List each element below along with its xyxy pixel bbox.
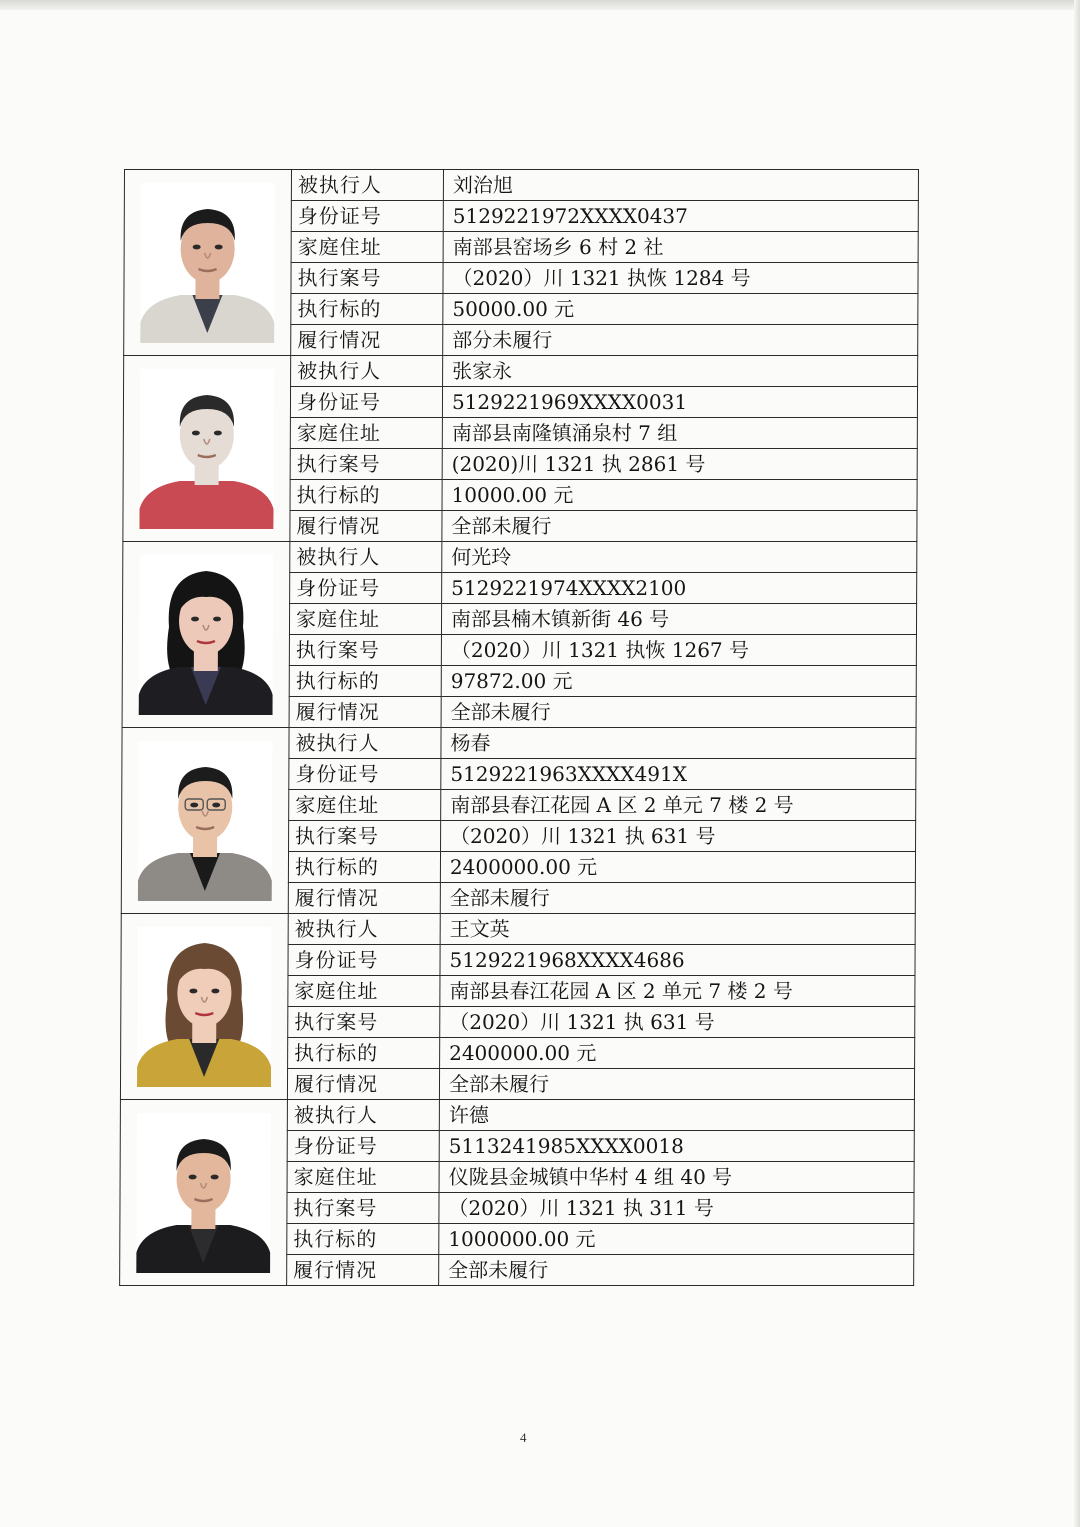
- table-row: [120, 1100, 914, 1131]
- label-address: 家庭住址: [288, 976, 440, 1007]
- label-id-number: 身份证号: [290, 573, 442, 604]
- label-id-number: 身份证号: [289, 759, 441, 790]
- photo-cell: [122, 542, 290, 728]
- value-name: 许德: [439, 1100, 914, 1131]
- label-subject-amount: 执行标的: [288, 852, 440, 883]
- table-row: [123, 542, 917, 573]
- label-id-number: 身份证号: [291, 201, 443, 232]
- value-name: 何光玲: [442, 542, 917, 573]
- value-address: 南部县南隆镇涌泉村 7 组: [442, 418, 917, 449]
- value-address: 仪陇县金城镇中华村 4 组 40 号: [439, 1162, 914, 1193]
- label-status: 履行情况: [288, 883, 440, 914]
- label-subject-amount: 执行标的: [287, 1224, 439, 1255]
- value-subject-amount: 97872.00 元: [441, 666, 916, 697]
- value-id-number: 5129221968XXXX4686: [440, 945, 915, 976]
- label-status: 履行情况: [287, 1069, 439, 1100]
- value-case-number: （2020）川 1321 执恢 1267 号: [441, 635, 916, 666]
- value-name: 杨春: [441, 728, 916, 759]
- value-status: 全部未履行: [441, 697, 916, 728]
- label-name: 被执行人: [287, 1100, 439, 1131]
- page-number: 4: [520, 1430, 527, 1445]
- label-name: 被执行人: [291, 170, 443, 201]
- label-case-number: 执行案号: [290, 449, 442, 480]
- value-subject-amount: 50000.00 元: [443, 294, 918, 325]
- label-address: 家庭住址: [291, 232, 443, 263]
- portrait-photo: [138, 741, 273, 901]
- value-subject-amount: 10000.00 元: [442, 480, 917, 511]
- label-name: 被执行人: [288, 914, 440, 945]
- label-name: 被执行人: [291, 356, 443, 387]
- label-address: 家庭住址: [287, 1162, 439, 1193]
- label-subject-amount: 执行标的: [288, 1038, 440, 1069]
- photo-cell: [124, 170, 292, 356]
- value-name: 张家永: [443, 356, 918, 387]
- label-status: 履行情况: [290, 511, 442, 542]
- table-row: [124, 170, 918, 201]
- label-subject-amount: 执行标的: [289, 666, 441, 697]
- photo-cell: [120, 914, 288, 1100]
- value-status: 部分未履行: [443, 325, 918, 356]
- debtor-table: [119, 169, 919, 1286]
- label-case-number: 执行案号: [289, 635, 441, 666]
- photo-cell: [121, 728, 289, 914]
- value-subject-amount: 2400000.00 元: [440, 1038, 915, 1069]
- value-name: 王文英: [440, 914, 915, 945]
- portrait-photo: [136, 1113, 271, 1273]
- label-case-number: 执行案号: [288, 1007, 440, 1038]
- value-name: 刘治旭: [443, 170, 918, 201]
- value-address: 南部县春江花园 A 区 2 单元 7 楼 2 号: [440, 976, 915, 1007]
- scan-edge-right: [1074, 0, 1080, 1527]
- value-case-number: （2020）川 1321 执 631 号: [441, 821, 916, 852]
- value-status: 全部未履行: [439, 1069, 914, 1100]
- value-id-number: 5129221972XXXX0437: [443, 201, 918, 232]
- value-case-number: （2020）川 1321 执恢 1284 号: [443, 263, 918, 294]
- value-id-number: 5129221969XXXX0031: [442, 387, 917, 418]
- portrait-photo: [137, 927, 272, 1087]
- value-case-number: （2020）川 1321 执 311 号: [439, 1193, 914, 1224]
- label-id-number: 身份证号: [287, 1131, 439, 1162]
- label-case-number: 执行案号: [287, 1193, 439, 1224]
- value-status: 全部未履行: [440, 883, 915, 914]
- label-id-number: 身份证号: [288, 945, 440, 976]
- value-status: 全部未履行: [439, 1255, 914, 1286]
- label-name: 被执行人: [289, 728, 441, 759]
- value-case-number: （2020）川 1321 执 631 号: [440, 1007, 915, 1038]
- value-id-number: 5129221974XXXX2100: [442, 573, 917, 604]
- label-status: 履行情况: [289, 697, 441, 728]
- value-subject-amount: 2400000.00 元: [440, 852, 915, 883]
- photo-cell: [120, 1100, 288, 1286]
- label-name: 被执行人: [290, 542, 442, 573]
- label-address: 家庭住址: [289, 604, 441, 635]
- portrait-photo: [140, 183, 275, 343]
- table-row: [124, 356, 918, 387]
- label-address: 家庭住址: [290, 418, 442, 449]
- label-case-number: 执行案号: [289, 821, 441, 852]
- portrait-photo: [139, 369, 274, 529]
- table-row: [121, 914, 915, 945]
- value-id-number: 5113241985XXXX0018: [439, 1131, 914, 1162]
- scan-edge-top: [0, 0, 1080, 10]
- value-address: 南部县楠木镇新街 46 号: [441, 604, 916, 635]
- value-status: 全部未履行: [442, 511, 917, 542]
- label-subject-amount: 执行标的: [291, 294, 443, 325]
- label-status: 履行情况: [291, 325, 443, 356]
- label-status: 履行情况: [287, 1255, 439, 1286]
- table-row: [122, 728, 916, 759]
- photo-cell: [123, 356, 291, 542]
- value-subject-amount: 1000000.00 元: [439, 1224, 914, 1255]
- label-subject-amount: 执行标的: [290, 480, 442, 511]
- value-address: 南部县春江花园 A 区 2 单元 7 楼 2 号: [441, 790, 916, 821]
- value-id-number: 5129221963XXXX491X: [441, 759, 916, 790]
- value-case-number: (2020)川 1321 执 2861 号: [442, 449, 917, 480]
- value-address: 南部县窑场乡 6 村 2 社: [443, 232, 918, 263]
- label-address: 家庭住址: [289, 790, 441, 821]
- label-case-number: 执行案号: [291, 263, 443, 294]
- label-id-number: 身份证号: [290, 387, 442, 418]
- portrait-photo: [139, 555, 274, 715]
